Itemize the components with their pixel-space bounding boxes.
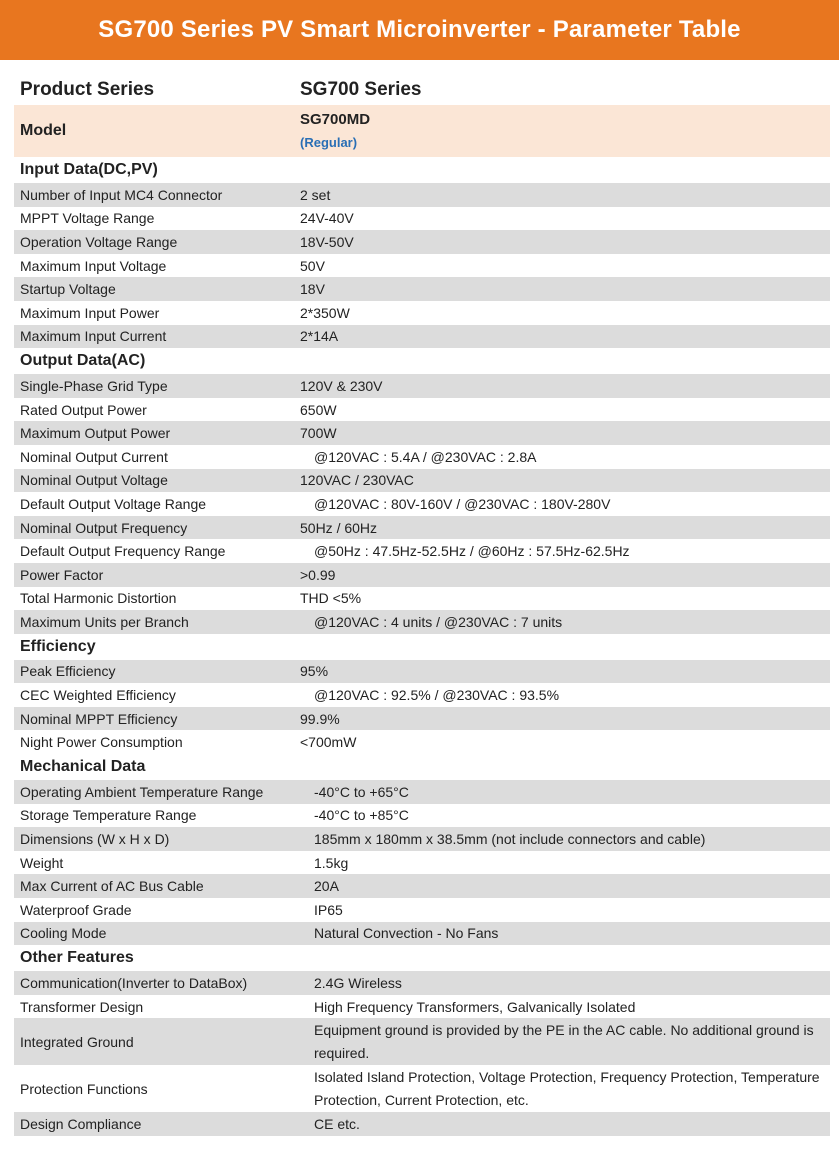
row-value: 120V & 230V xyxy=(300,377,383,394)
row-value: 700W xyxy=(300,425,337,442)
row-value: 18V-50V xyxy=(300,233,354,250)
row-label: Nominal MPPT Efficiency xyxy=(20,710,178,727)
row-value: -40°C to +65°C xyxy=(314,783,409,800)
table-row xyxy=(14,183,830,207)
row-value: @120VAC : 5.4A / @230VAC : 2.8A xyxy=(314,448,537,465)
row-value: @120VAC : 92.5% / @230VAC : 93.5% xyxy=(314,687,560,704)
row-label: Dimensions (W x H x D) xyxy=(20,831,170,848)
row-value: High Frequency Transformers, Galvanically Isolated xyxy=(314,998,636,1015)
row-value: IP65 xyxy=(314,901,343,918)
row-value: 2*14A xyxy=(300,328,339,345)
row-label: CEC Weighted Efficiency xyxy=(20,687,176,704)
table-row xyxy=(14,421,830,445)
section-title: Output Data(AC) xyxy=(20,352,146,370)
row-label: Integrated Ground xyxy=(20,1033,134,1050)
row-value: Natural Convection - No Fans xyxy=(314,925,499,942)
product-series-label: Product Series xyxy=(20,79,155,100)
model-variant: (Regular) xyxy=(300,135,358,150)
row-value: @120VAC : 4 units / @230VAC : 7 units xyxy=(314,613,563,630)
row-value: 50Hz / 60Hz xyxy=(300,519,378,536)
section-header xyxy=(14,348,830,374)
row-label: Nominal Output Voltage xyxy=(20,472,168,489)
table-row xyxy=(14,539,830,563)
row-value: 120VAC / 230VAC xyxy=(300,472,414,489)
sections-container xyxy=(14,157,830,1136)
model-label: Model xyxy=(20,122,67,139)
section-header xyxy=(14,634,830,660)
row-label: Maximum Output Power xyxy=(20,425,171,442)
row-value: THD <5% xyxy=(300,590,362,607)
table-row xyxy=(14,683,830,707)
table-row xyxy=(14,587,830,611)
row-value: 50V xyxy=(300,257,325,274)
row-label: Maximum Input Voltage xyxy=(20,257,167,274)
section-title: Efficiency xyxy=(20,637,96,655)
table-row xyxy=(14,971,830,995)
row-value: @120VAC : 80V-160V / @230VAC : 180V-280V xyxy=(314,495,611,512)
row-label: Cooling Mode xyxy=(20,925,107,942)
row-value: 2.4G Wireless xyxy=(314,975,402,992)
page-title: SG700 Series PV Smart Microinverter - Parameter Table xyxy=(98,16,741,43)
row-label: Default Output Voltage Range xyxy=(20,495,207,512)
table-row xyxy=(14,516,830,540)
row-value: 20A xyxy=(314,878,339,895)
row-label: Total Harmonic Distortion xyxy=(20,590,177,607)
row-label: Maximum Input Current xyxy=(20,328,167,345)
table-row xyxy=(14,780,830,804)
row-value: 24V-40V xyxy=(300,210,354,227)
row-value: 95% xyxy=(300,663,329,680)
row-value: Equipment ground is provided by the PE in the AC cable. No additional ground is required. xyxy=(314,1021,814,1061)
table-row xyxy=(14,1112,830,1136)
row-label: Nominal Output Current xyxy=(20,448,168,465)
page-title-banner xyxy=(0,0,839,60)
row-label: Default Output Frequency Range xyxy=(20,543,226,560)
table-row xyxy=(14,445,830,469)
table-row xyxy=(14,995,830,1019)
row-label: Storage Temperature Range xyxy=(20,807,197,824)
table-row xyxy=(14,398,830,422)
table-row xyxy=(14,492,830,516)
table-row xyxy=(14,207,830,231)
row-value: 650W xyxy=(300,401,337,418)
table-row xyxy=(14,1018,830,1065)
product-series-row xyxy=(14,75,830,105)
section-title: Other Features xyxy=(20,949,134,967)
table-row xyxy=(14,922,830,946)
row-label: Waterproof Grade xyxy=(20,901,132,918)
table-row xyxy=(14,325,830,349)
table-row xyxy=(14,301,830,325)
row-label: Number of Input MC4 Connector xyxy=(20,186,223,203)
row-label: Communication(Inverter to DataBox) xyxy=(20,975,248,992)
row-label: Peak Efficiency xyxy=(20,663,116,680)
row-value: 2*350W xyxy=(300,304,350,321)
row-label: Single-Phase Grid Type xyxy=(20,377,168,394)
table-row xyxy=(14,230,830,254)
row-label: Operation Voltage Range xyxy=(20,233,178,250)
model-row xyxy=(14,105,830,157)
row-label: Operating Ambient Temperature Range xyxy=(20,783,264,800)
table-row xyxy=(14,660,830,684)
row-value: -40°C to +85°C xyxy=(314,807,409,824)
table-row xyxy=(14,851,830,875)
table-row xyxy=(14,874,830,898)
table-row xyxy=(14,804,830,828)
row-value: 1.5kg xyxy=(314,854,349,871)
row-label: Transformer Design xyxy=(20,998,144,1015)
row-value: 99.9% xyxy=(300,710,340,727)
product-series-value: SG700 Series xyxy=(300,79,422,100)
table-row xyxy=(14,469,830,493)
row-value: @50Hz : 47.5Hz-52.5Hz / @60Hz : 57.5Hz-62.5Hz xyxy=(314,543,630,560)
row-label: Max Current of AC Bus Cable xyxy=(20,878,204,895)
row-label: Maximum Units per Branch xyxy=(20,613,189,630)
row-value: >0.99 xyxy=(300,566,336,583)
model-value-cell xyxy=(300,108,830,154)
parameter-table xyxy=(14,75,830,1136)
table-row xyxy=(14,277,830,301)
row-value: 18V xyxy=(300,281,325,298)
row-label: Power Factor xyxy=(20,566,104,583)
table-row xyxy=(14,610,830,634)
row-label: Rated Output Power xyxy=(20,401,147,418)
row-value: <700mW xyxy=(300,734,357,751)
row-label: Nominal Output Frequency xyxy=(20,519,188,536)
table-row xyxy=(14,827,830,851)
row-label: Night Power Consumption xyxy=(20,734,183,751)
row-label: MPPT Voltage Range xyxy=(20,210,155,227)
section-header xyxy=(14,157,830,183)
table-row xyxy=(14,254,830,278)
row-label: Maximum Input Power xyxy=(20,304,160,321)
section-title: Input Data(DC,PV) xyxy=(20,161,158,178)
table-row xyxy=(14,707,830,731)
table-row xyxy=(14,374,830,398)
row-label: Startup Voltage xyxy=(20,281,116,298)
section-header xyxy=(14,945,830,971)
model-value: SG700MD xyxy=(300,111,371,128)
table-row xyxy=(14,1065,830,1112)
row-label: Weight xyxy=(20,854,64,871)
table-row xyxy=(14,730,830,754)
section-header xyxy=(14,754,830,780)
row-label: Protection Functions xyxy=(20,1080,148,1097)
section-title: Mechanical Data xyxy=(20,758,146,776)
row-value: 2 set xyxy=(300,186,331,203)
row-value: CE etc. xyxy=(314,1116,360,1133)
row-value: Isolated Island Protection, Voltage Protection, Frequency Protection, Temperature Protection, Current Protection, etc. xyxy=(314,1068,820,1108)
row-label: Design Compliance xyxy=(20,1116,142,1133)
table-row xyxy=(14,898,830,922)
table-row xyxy=(14,563,830,587)
row-value: 185mm x 180mm x 38.5mm (not include connectors and cable) xyxy=(314,831,706,848)
